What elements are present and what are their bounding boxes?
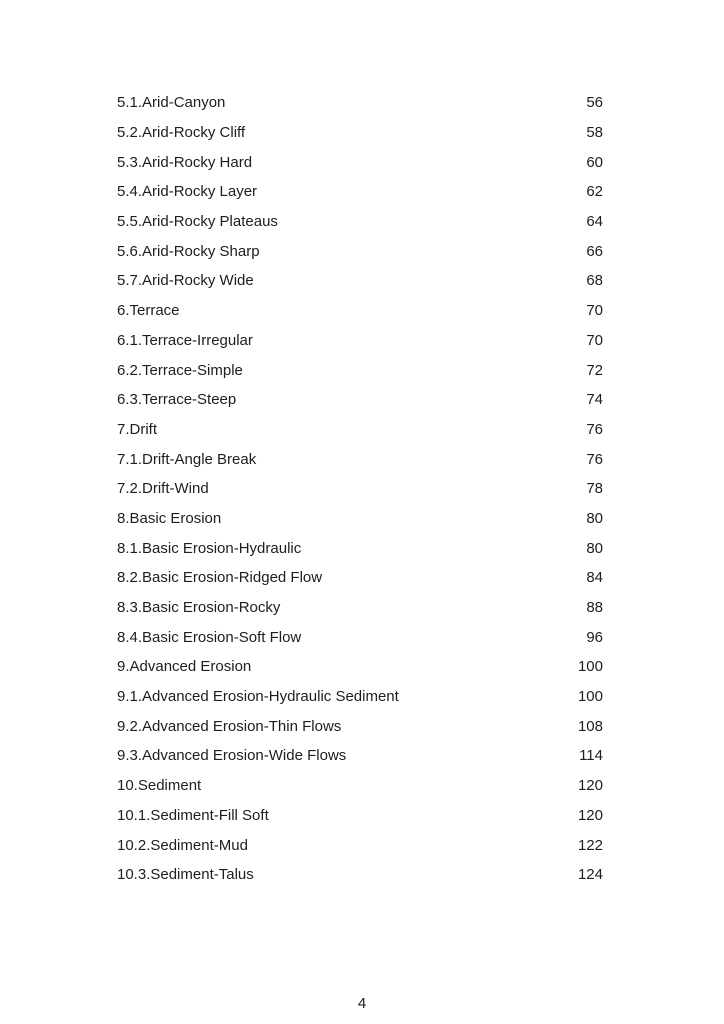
toc-entry-title: 8.3.Basic Erosion-Rocky (117, 599, 281, 617)
toc-entry[interactable] (117, 771, 603, 801)
toc-entry-title: 5.5.Arid-Rocky Plateaus (117, 213, 278, 231)
toc-entry-page: 84 (586, 569, 603, 587)
toc-entry-page: 74 (586, 391, 603, 409)
toc-entry-title: 7.Drift (117, 420, 158, 438)
toc-entry-page: 120 (577, 806, 603, 824)
toc-entry-title: 5.7.Arid-Rocky Wide (117, 272, 254, 290)
toc-entry-page: 72 (586, 361, 603, 379)
toc-entry-title: 9.1.Advanced Erosion-Hydraulic Sediment (117, 688, 399, 706)
toc-entry[interactable] (117, 177, 603, 207)
toc-entry-title: 6.3.Terrace-Steep (117, 391, 237, 409)
toc-entry-title: 9.3.Advanced Erosion-Wide Flows (117, 747, 347, 765)
toc-entry-title: 5.1.Arid-Canyon (117, 94, 226, 112)
toc-entry-title: 10.2.Sediment-Mud (117, 836, 248, 854)
toc-entry-title: 5.3.Arid-Rocky Hard (117, 153, 253, 171)
toc-entry-title: 6.2.Terrace-Simple (117, 361, 243, 379)
toc-entry-page: 124 (577, 866, 603, 884)
toc-entry-title: 8.2.Basic Erosion-Ridged Flow (117, 569, 323, 587)
toc-entry-page: 78 (586, 480, 603, 498)
toc-entry-title: 7.2.Drift-Wind (117, 480, 209, 498)
toc-entry-title: 9.Advanced Erosion (117, 658, 252, 676)
toc-entry-page: 76 (586, 420, 603, 438)
toc-entry[interactable] (117, 385, 603, 415)
toc-entry[interactable] (117, 533, 603, 563)
toc-entry-title: 9.2.Advanced Erosion-Thin Flows (117, 717, 342, 735)
toc-entry-page: 122 (577, 836, 603, 854)
toc-entry-page: 80 (586, 509, 603, 527)
toc-entry-title: 6.1.Terrace-Irregular (117, 331, 253, 349)
toc-entry[interactable] (117, 682, 603, 712)
toc-entry-page: 114 (579, 747, 603, 765)
toc-entry-page: 62 (586, 183, 603, 201)
toc-entry[interactable] (117, 118, 603, 148)
toc-entry-page: 88 (586, 599, 603, 617)
toc-entry-page: 68 (586, 272, 603, 290)
toc-entry-page: 56 (586, 94, 603, 112)
toc-entry[interactable] (117, 415, 603, 445)
toc-entry[interactable] (117, 504, 603, 534)
toc-entry-page: 60 (586, 153, 603, 171)
toc-entry-title: 7.1.Drift-Angle Break (117, 450, 257, 468)
toc-entry-title: 8.4.Basic Erosion-Soft Flow (117, 628, 302, 646)
toc-entry[interactable] (117, 207, 603, 237)
toc-entry[interactable] (117, 88, 603, 118)
toc-entry-page: 76 (586, 450, 603, 468)
toc-entry-title: 5.6.Arid-Rocky Sharp (117, 242, 260, 260)
toc-entry[interactable] (117, 741, 603, 771)
toc-entry[interactable] (117, 830, 603, 860)
toc-entry-title: 10.3.Sediment-Talus (117, 866, 254, 884)
toc-entry-title: 10.Sediment (117, 777, 202, 795)
toc-entry-page: 80 (586, 539, 603, 557)
toc-entry-page: 70 (586, 302, 603, 320)
toc-entry[interactable] (117, 266, 603, 296)
toc-entry[interactable] (117, 474, 603, 504)
toc-entry-page: 108 (577, 717, 603, 735)
toc-entry[interactable] (117, 652, 603, 682)
toc-entry[interactable] (117, 236, 603, 266)
toc-entry-title: 6.Terrace (117, 302, 180, 320)
toc-entry[interactable] (117, 326, 603, 356)
toc-entry[interactable] (117, 563, 603, 593)
toc-entry-page: 100 (577, 658, 603, 676)
toc-entry-title: 8.Basic Erosion (117, 509, 222, 527)
toc-entry-title: 5.2.Arid-Rocky Cliff (117, 124, 246, 142)
toc-entry-title: 10.1.Sediment-Fill Soft (117, 806, 269, 824)
toc-entry[interactable] (117, 801, 603, 831)
toc-entry[interactable] (117, 860, 603, 890)
toc-entry-title: 8.1.Basic Erosion-Hydraulic (117, 539, 302, 557)
toc-entry[interactable] (117, 296, 603, 326)
toc-entry-page: 66 (586, 242, 603, 260)
page-footer (0, 996, 724, 1011)
toc-entry-page: 70 (586, 331, 603, 349)
toc-entry-title: 5.4.Arid-Rocky Layer (117, 183, 258, 201)
table-of-contents (117, 88, 603, 890)
toc-entry-page: 64 (586, 213, 603, 231)
toc-entry-page: 58 (586, 124, 603, 142)
toc-entry[interactable] (117, 622, 603, 652)
footer-page-number: 4 (357, 995, 367, 1012)
toc-entry-page: 120 (577, 777, 603, 795)
toc-entry-page: 96 (586, 628, 603, 646)
toc-entry[interactable] (117, 444, 603, 474)
toc-entry-page: 100 (577, 688, 603, 706)
toc-entry[interactable] (117, 593, 603, 623)
toc-entry[interactable] (117, 355, 603, 385)
toc-entry[interactable] (117, 147, 603, 177)
toc-entry[interactable] (117, 711, 603, 741)
